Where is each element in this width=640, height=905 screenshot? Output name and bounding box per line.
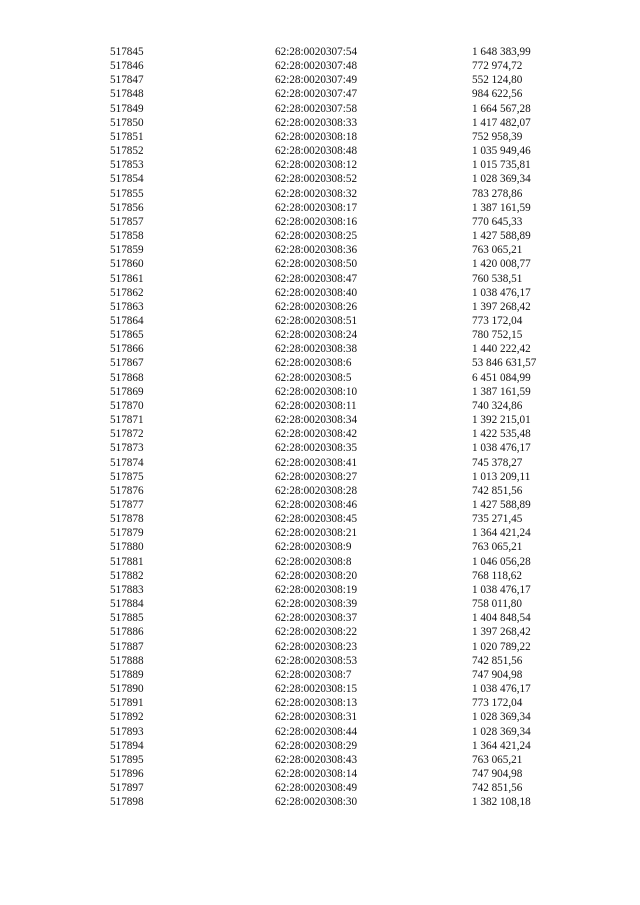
cadastral-number-cell: 62:28:0020308:6 <box>275 357 352 370</box>
table-row <box>0 456 640 470</box>
cadastral-value-cell: 763 065,21 <box>472 244 523 257</box>
cadastral-value-cell: 735 271,45 <box>472 513 523 526</box>
cadastral-number-cell: 62:28:0020308:17 <box>275 201 358 214</box>
table-row <box>0 540 640 554</box>
cadastral-value-cell: 742 851,56 <box>472 782 523 795</box>
cadastral-value-cell: 747 904,98 <box>472 668 523 681</box>
cadastral-number-cell: 62:28:0020308:45 <box>275 513 358 526</box>
cadastral-value-cell: 760 538,51 <box>472 272 523 285</box>
record-number-cell: 517847 <box>110 74 144 87</box>
record-number-cell: 517868 <box>110 371 144 384</box>
record-number-cell: 517897 <box>110 782 144 795</box>
cadastral-value-cell: 53 846 631,57 <box>472 357 537 370</box>
record-number-cell: 517882 <box>110 569 144 582</box>
record-number-cell: 517895 <box>110 753 144 766</box>
cadastral-number-cell: 62:28:0020308:51 <box>275 314 358 327</box>
record-number-cell: 517877 <box>110 499 144 511</box>
cadastral-number-cell: 62:28:0020308:48 <box>275 145 358 158</box>
cadastral-number-cell: 62:28:0020308:14 <box>275 767 358 780</box>
table-row <box>0 215 640 229</box>
record-number-cell: 517845 <box>110 46 144 58</box>
cadastral-value-cell: 770 645,33 <box>472 215 523 228</box>
record-number-cell: 517855 <box>110 187 144 200</box>
cadastral-value-cell: 1 427 588,89 <box>472 230 531 243</box>
cadastral-value-cell: 1 364 421,24 <box>472 739 531 752</box>
record-number-cell: 517892 <box>110 711 144 724</box>
record-number-cell: 517889 <box>110 668 144 681</box>
cadastral-value-cell: 1 038 476,17 <box>472 442 531 455</box>
cadastral-value-cell: 742 851,56 <box>472 484 523 497</box>
record-number-cell: 517878 <box>110 513 144 526</box>
record-number-cell: 517864 <box>110 314 144 327</box>
table-row <box>0 795 640 809</box>
cadastral-value-cell: 1 387 161,59 <box>472 201 531 214</box>
record-number-cell: 517873 <box>110 442 144 455</box>
cadastral-value-cell: 1 417 482,07 <box>472 116 531 129</box>
table-row <box>0 654 640 668</box>
table-row <box>0 314 640 328</box>
cadastral-number-cell: 62:28:0020308:22 <box>275 626 358 639</box>
table-row <box>0 144 640 158</box>
record-number-cell: 517853 <box>110 159 144 172</box>
cadastral-number-cell: 62:28:0020308:34 <box>275 414 358 427</box>
cadastral-number-cell: 62:28:0020308:21 <box>275 527 358 540</box>
cadastral-value-cell: 1 392 215,01 <box>472 414 531 427</box>
cadastral-number-cell: 62:28:0020308:36 <box>275 244 358 257</box>
cadastral-number-cell: 62:28:0020307:54 <box>275 46 358 58</box>
table-row <box>0 300 640 314</box>
cadastral-number-cell: 62:28:0020308:28 <box>275 484 358 497</box>
table-row <box>0 73 640 87</box>
record-number-cell: 517880 <box>110 541 144 554</box>
record-number-cell: 517848 <box>110 88 144 101</box>
record-number-cell: 517851 <box>110 130 144 143</box>
table-row <box>0 753 640 767</box>
cadastral-value-cell: 745 378,27 <box>472 456 523 469</box>
table-row <box>0 102 640 116</box>
table-row <box>0 512 640 526</box>
cadastral-value-cell: 1 038 476,17 <box>472 286 531 299</box>
cadastral-number-cell: 62:28:0020308:42 <box>275 428 358 441</box>
table-row <box>0 498 640 512</box>
record-number-cell: 517893 <box>110 725 144 738</box>
table-row <box>0 640 640 654</box>
table-row <box>0 781 640 795</box>
record-number-cell: 517860 <box>110 258 144 271</box>
record-number-cell: 517887 <box>110 640 144 653</box>
cadastral-number-cell: 62:28:0020308:46 <box>275 499 358 511</box>
cadastral-number-cell: 62:28:0020308:31 <box>275 711 358 724</box>
cadastral-number-cell: 62:28:0020308:29 <box>275 739 358 752</box>
cadastral-value-cell: 1 422 535,48 <box>472 428 531 441</box>
table-row <box>0 583 640 597</box>
table-row <box>0 682 640 696</box>
cadastral-value-cell: 1 664 567,28 <box>472 102 531 115</box>
cadastral-value-cell: 1 020 789,22 <box>472 640 531 653</box>
cadastral-value-cell: 552 124,80 <box>472 74 523 87</box>
cadastral-number-cell: 62:28:0020308:25 <box>275 230 358 243</box>
cadastral-number-cell: 62:28:0020308:53 <box>275 654 358 667</box>
cadastral-number-cell: 62:28:0020308:7 <box>275 668 352 681</box>
cadastral-value-cell: 1 028 369,34 <box>472 711 531 724</box>
cadastral-value-cell: 758 011,80 <box>472 598 522 611</box>
cadastral-number-cell: 62:28:0020308:43 <box>275 753 358 766</box>
cadastral-number-cell: 62:28:0020308:52 <box>275 173 358 186</box>
record-number-cell: 517871 <box>110 414 144 427</box>
cadastral-number-cell: 62:28:0020308:13 <box>275 697 358 710</box>
record-number-cell: 517862 <box>110 286 144 299</box>
record-number-cell: 517849 <box>110 102 144 115</box>
cadastral-number-cell: 62:28:0020308:44 <box>275 725 358 738</box>
table-row <box>0 243 640 257</box>
record-number-cell: 517866 <box>110 343 144 356</box>
record-number-cell: 517865 <box>110 329 144 342</box>
cadastral-number-cell: 62:28:0020308:27 <box>275 470 358 483</box>
cadastral-number-cell: 62:28:0020308:47 <box>275 272 358 285</box>
record-number-cell: 517854 <box>110 173 144 186</box>
record-number-cell: 517859 <box>110 244 144 257</box>
table-row <box>0 625 640 639</box>
cadastral-number-cell: 62:28:0020308:38 <box>275 343 358 356</box>
cadastral-value-cell: 1 364 421,24 <box>472 527 531 540</box>
cadastral-number-cell: 62:28:0020308:23 <box>275 640 358 653</box>
record-number-cell: 517886 <box>110 626 144 639</box>
cadastral-value-cell: 783 278,86 <box>472 187 523 200</box>
cadastral-value-cell: 742 851,56 <box>472 654 523 667</box>
cadastral-value-cell: 1 404 848,54 <box>472 612 531 625</box>
table-row <box>0 710 640 724</box>
table-row <box>0 172 640 186</box>
record-number-cell: 517898 <box>110 796 144 809</box>
cadastral-number-cell: 62:28:0020308:24 <box>275 329 358 342</box>
cadastral-value-cell: 772 974,72 <box>472 60 523 73</box>
cadastral-number-cell: 62:28:0020308:37 <box>275 612 358 625</box>
cadastral-value-cell: 1 397 268,42 <box>472 626 531 639</box>
record-number-cell: 517875 <box>110 470 144 483</box>
record-number-cell: 517888 <box>110 654 144 667</box>
cadastral-number-cell: 62:28:0020308:50 <box>275 258 358 271</box>
table-row <box>0 116 640 130</box>
cadastral-number-cell: 62:28:0020308:10 <box>275 385 358 398</box>
record-number-cell: 517856 <box>110 201 144 214</box>
record-number-cell: 517852 <box>110 145 144 158</box>
cadastral-number-cell: 62:28:0020308:20 <box>275 569 358 582</box>
record-number-cell: 517858 <box>110 230 144 243</box>
cadastral-number-cell: 62:28:0020308:39 <box>275 598 358 611</box>
record-number-cell: 517850 <box>110 116 144 129</box>
record-number-cell: 517863 <box>110 300 144 313</box>
cadastral-number-cell: 62:28:0020308:35 <box>275 442 358 455</box>
cadastral-value-cell: 747 904,98 <box>472 767 523 780</box>
table-row <box>0 427 640 441</box>
cadastral-value-cell: 1 028 369,34 <box>472 173 531 186</box>
table-row <box>0 272 640 286</box>
table-row <box>0 725 640 739</box>
record-number-cell: 517846 <box>110 60 144 73</box>
record-number-cell: 517869 <box>110 385 144 398</box>
cadastral-number-cell: 62:28:0020307:58 <box>275 102 358 115</box>
table-row <box>0 356 640 370</box>
record-number-cell: 517890 <box>110 683 144 696</box>
table-row <box>0 257 640 271</box>
table-row <box>0 399 640 413</box>
record-number-cell: 517894 <box>110 739 144 752</box>
table-row <box>0 470 640 484</box>
record-number-cell: 517857 <box>110 215 144 228</box>
cadastral-number-cell: 62:28:0020308:19 <box>275 583 358 596</box>
cadastral-number-cell: 62:28:0020307:49 <box>275 74 358 87</box>
record-number-cell: 517884 <box>110 598 144 611</box>
cadastral-number-cell: 62:28:0020307:47 <box>275 88 358 101</box>
cadastral-number-cell: 62:28:0020308:8 <box>275 555 352 568</box>
cadastral-value-cell: 752 958,39 <box>472 130 523 143</box>
table-row <box>0 286 640 300</box>
cadastral-value-cell: 773 172,04 <box>472 314 523 327</box>
table-row <box>0 569 640 583</box>
table-row <box>0 526 640 540</box>
cadastral-number-cell: 62:28:0020308:11 <box>275 399 357 412</box>
cadastral-number-cell: 62:28:0020308:12 <box>275 159 358 172</box>
cadastral-value-cell: 1 397 268,42 <box>472 300 531 313</box>
cadastral-value-cell: 773 172,04 <box>472 697 523 710</box>
cadastral-value-cell: 1 038 476,17 <box>472 583 531 596</box>
record-number-cell: 517872 <box>110 428 144 441</box>
cadastral-value-cell: 1 387 161,59 <box>472 385 531 398</box>
cadastral-number-cell: 62:28:0020308:49 <box>275 782 358 795</box>
table-body <box>0 45 640 809</box>
cadastral-number-cell: 62:28:0020308:33 <box>275 116 358 129</box>
cadastral-value-cell: 6 451 084,99 <box>472 371 531 384</box>
record-number-cell: 517891 <box>110 697 144 710</box>
cadastral-value-cell: 1 015 735,81 <box>472 159 531 172</box>
record-number-cell: 517876 <box>110 484 144 497</box>
cadastral-number-cell: 62:28:0020308:18 <box>275 130 358 143</box>
cadastral-value-cell: 1 440 222,42 <box>472 343 531 356</box>
cadastral-value-cell: 740 324,86 <box>472 399 523 412</box>
cadastral-value-cell: 1 420 008,77 <box>472 258 531 271</box>
cadastral-value-cell: 768 118,62 <box>472 569 522 582</box>
cadastral-value-table <box>0 45 640 809</box>
cadastral-number-cell: 62:28:0020308:26 <box>275 300 358 313</box>
cadastral-number-cell: 62:28:0020308:9 <box>275 541 352 554</box>
cadastral-value-cell: 763 065,21 <box>472 753 523 766</box>
table-row <box>0 739 640 753</box>
table-row <box>0 441 640 455</box>
table-row <box>0 187 640 201</box>
record-number-cell: 517881 <box>110 555 144 568</box>
cadastral-value-cell: 780 752,15 <box>472 329 523 342</box>
cadastral-number-cell: 62:28:0020308:16 <box>275 215 358 228</box>
cadastral-value-cell: 763 065,21 <box>472 541 523 554</box>
record-number-cell: 517883 <box>110 583 144 596</box>
table-row <box>0 611 640 625</box>
table-row <box>0 130 640 144</box>
record-number-cell: 517870 <box>110 399 144 412</box>
table-row <box>0 59 640 73</box>
table-row <box>0 201 640 215</box>
table-row <box>0 87 640 101</box>
cadastral-value-cell: 1 648 383,99 <box>472 46 531 58</box>
table-row <box>0 413 640 427</box>
table-row <box>0 597 640 611</box>
cadastral-number-cell: 62:28:0020308:40 <box>275 286 358 299</box>
cadastral-number-cell: 62:28:0020308:30 <box>275 796 358 809</box>
record-number-cell: 517885 <box>110 612 144 625</box>
cadastral-value-cell: 1 046 056,28 <box>472 555 531 568</box>
table-row <box>0 158 640 172</box>
cadastral-value-cell: 1 035 949,46 <box>472 145 531 158</box>
cadastral-number-cell: 62:28:0020308:32 <box>275 187 358 200</box>
table-row <box>0 385 640 399</box>
cadastral-value-cell: 1 028 369,34 <box>472 725 531 738</box>
table-row <box>0 668 640 682</box>
cadastral-number-cell: 62:28:0020308:41 <box>275 456 358 469</box>
cadastral-value-cell: 984 622,56 <box>472 88 523 101</box>
table-row <box>0 229 640 243</box>
cadastral-value-cell: 1 038 476,17 <box>472 683 531 696</box>
table-row <box>0 328 640 342</box>
table-row <box>0 342 640 356</box>
record-number-cell: 517861 <box>110 272 144 285</box>
record-number-cell: 517896 <box>110 767 144 780</box>
cadastral-number-cell: 62:28:0020308:15 <box>275 683 358 696</box>
table-row <box>0 555 640 569</box>
cadastral-number-cell: 62:28:0020307:48 <box>275 60 358 73</box>
record-number-cell: 517874 <box>110 456 144 469</box>
record-number-cell: 517879 <box>110 527 144 540</box>
table-row <box>0 484 640 498</box>
record-number-cell: 517867 <box>110 357 144 370</box>
table-row <box>0 767 640 781</box>
table-row <box>0 696 640 710</box>
cadastral-number-cell: 62:28:0020308:5 <box>275 371 352 384</box>
table-row <box>0 371 640 385</box>
cadastral-value-cell: 1 382 108,18 <box>472 796 531 809</box>
cadastral-value-cell: 1 013 209,11 <box>472 470 531 483</box>
cadastral-value-cell: 1 427 588,89 <box>472 499 531 511</box>
table-row <box>0 45 640 59</box>
